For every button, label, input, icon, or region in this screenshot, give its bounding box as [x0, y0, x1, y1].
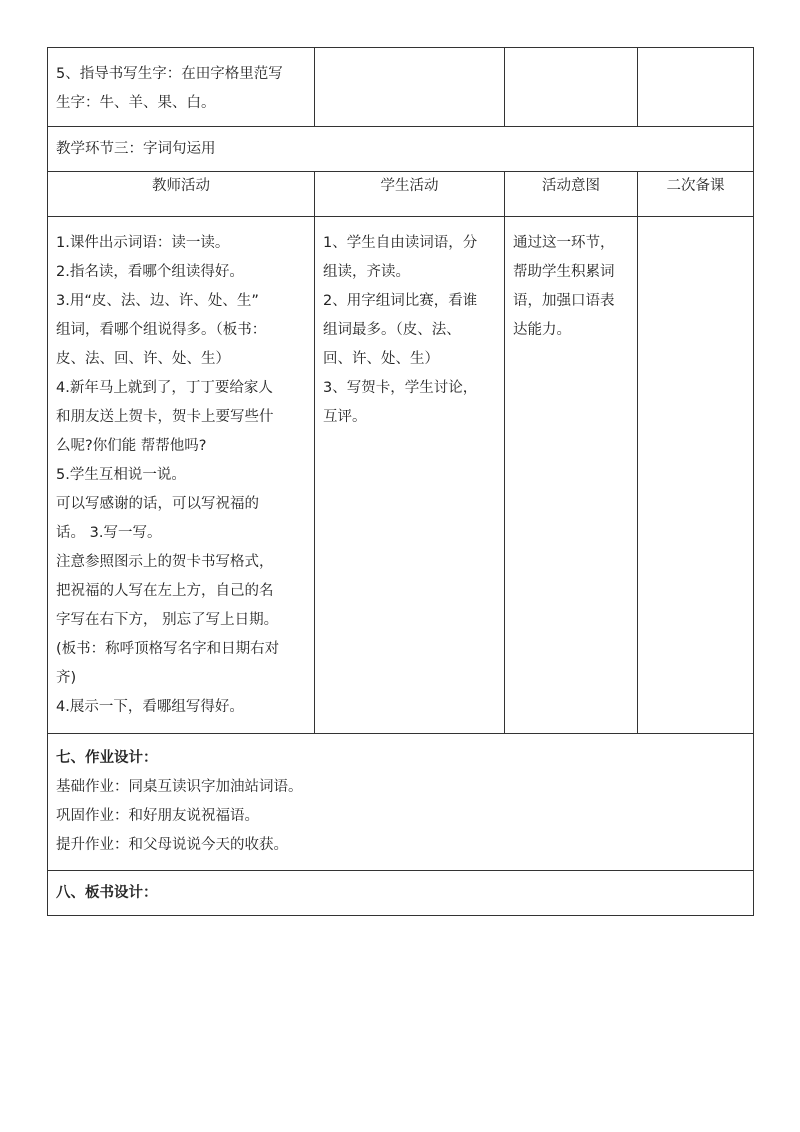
teacher-activity-cell	[48, 217, 315, 734]
step5-student-cell	[315, 48, 505, 127]
teacher-activity-line: 字写在右下方， 别忘了写上日期。	[56, 612, 279, 628]
lesson-plan-page	[47, 47, 753, 916]
intent-line: 通过这一环节，	[513, 235, 615, 251]
step5-row	[48, 48, 754, 127]
lesson-plan-table	[47, 47, 754, 916]
column-header-row	[48, 172, 754, 217]
section3-row	[48, 127, 754, 172]
student-activity-line: 组词最多。（皮、法、	[323, 322, 461, 338]
intent-cell	[505, 217, 638, 734]
header-teacher-activity: 教师活动	[152, 178, 210, 194]
board-design-title: 八、板书设计：	[56, 885, 158, 901]
intent-line: 帮助学生积累词	[513, 264, 615, 280]
student-activity-line: 回、许、处、生）	[323, 351, 439, 367]
teacher-activity-line: 皮、法、回、许、处、生）	[56, 351, 230, 367]
board-design-row	[48, 871, 754, 916]
teacher-activity-line: 和朋友送上贺卡，贺卡上要写些什	[56, 409, 274, 425]
teacher-activity-line: 1.课件出示词语：读一读。	[56, 235, 230, 251]
header-second-prep: 二次备课	[666, 178, 725, 194]
homework-row	[48, 734, 754, 871]
header-student-activity: 学生活动	[380, 178, 439, 194]
content-row	[48, 217, 754, 734]
section3-title: 教学环节三：字词句运用	[56, 141, 216, 157]
step5-intent-cell	[505, 48, 638, 127]
teacher-activity-line: 注意参照图示上的贺卡书写格式，	[56, 554, 274, 570]
homework-title: 七、作业设计：	[56, 750, 158, 766]
header-teacher-cell	[48, 172, 315, 217]
teacher-activity-line: (板书：称呼顶格写名字和日期右对	[56, 641, 280, 657]
step5-line: 5、指导书写生字：在田字格里范写	[56, 66, 283, 82]
header-second-prep-cell	[638, 172, 754, 217]
student-activity-line: 组读，齐读。	[323, 264, 410, 280]
teacher-activity-line: 把祝福的人写在左上方，自己的名	[56, 583, 274, 599]
header-activity-intent: 活动意图	[542, 178, 600, 194]
teacher-activity-line: 可以写感谢的话，可以写祝福的	[56, 496, 259, 512]
step5-second-prep-cell	[638, 48, 754, 127]
intent-line: 达能力。	[513, 322, 571, 338]
intent-line: 语，加强口语表	[513, 293, 615, 309]
student-activity-line: 2、用字组词比赛，看谁	[323, 293, 478, 309]
student-activity-line: 3、写贺卡，学生讨论，	[323, 380, 478, 396]
student-activity-line: 1、学生自由读词语，分	[323, 235, 478, 251]
header-student-cell	[315, 172, 505, 217]
teacher-activity-line: 话。 3.写一写。	[56, 525, 162, 541]
teacher-activity-line: 2.指名读，看哪个组读得好。	[56, 264, 244, 280]
teacher-activity-line: 4.新年马上就到了，丁丁要给家人	[56, 380, 273, 396]
teacher-activity-line: 3.用“皮、法、边、许、处、生”	[56, 293, 259, 309]
homework-cell	[48, 734, 754, 871]
step5-line: 生字：牛、羊、果、白。	[56, 95, 216, 111]
homework-line: 巩固作业：和好朋友说祝福语。	[56, 808, 259, 824]
teacher-activity-line: 组词，看哪个组说得多。（板书：	[56, 322, 267, 338]
second-prep-cell	[638, 217, 754, 734]
step5-teacher-cell	[48, 48, 315, 127]
board-design-cell	[48, 871, 754, 916]
header-intent-cell	[505, 172, 638, 217]
student-activity-cell	[315, 217, 505, 734]
teacher-activity-line: 5.学生互相说一说。	[56, 467, 186, 483]
teacher-activity-line: 么呢?你们能 帮帮他吗?	[56, 438, 207, 454]
teacher-activity-line: 4.展示一下，看哪组写得好。	[56, 699, 244, 715]
student-activity-line: 互评。	[323, 409, 367, 425]
teacher-activity-line: 齐)	[56, 670, 77, 686]
homework-line: 基础作业：同桌互读识字加油站词语。	[56, 779, 303, 795]
homework-line: 提升作业：和父母说说今天的收获。	[56, 837, 288, 853]
section3-cell	[48, 127, 754, 172]
